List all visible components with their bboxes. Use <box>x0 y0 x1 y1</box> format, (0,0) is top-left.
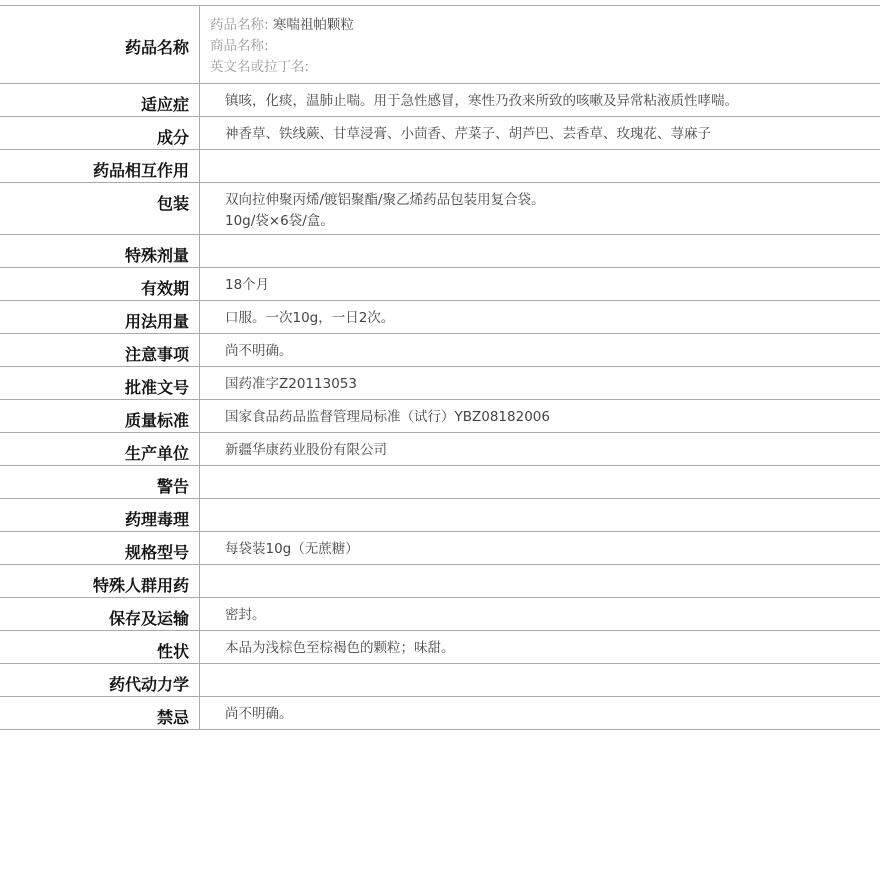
table-row <box>0 400 880 433</box>
table-row <box>0 301 880 334</box>
table-row <box>0 84 880 117</box>
row-value <box>200 664 880 696</box>
row-value: 新疆华康药业股份有限公司 <box>225 442 387 458</box>
generic-name-key: 药品名称: <box>210 17 269 33</box>
row-label: 生产单位 <box>0 433 200 465</box>
row-value <box>200 150 880 182</box>
table-row <box>0 532 880 565</box>
row-value: 尚不明确。 <box>225 706 293 722</box>
row-value: 18个月 <box>225 277 270 293</box>
latin-name-key: 英文名或拉丁名: <box>210 59 310 75</box>
row-label: 药代动力学 <box>0 664 200 696</box>
row-label: 特殊剂量 <box>0 235 200 267</box>
table-row <box>0 433 880 466</box>
row-value: 国家食品药品监督管理局标准（试行）YBZ08182006 <box>225 409 550 425</box>
table-row <box>0 631 880 664</box>
row-value <box>200 235 880 267</box>
row-label: 规格型号 <box>0 532 200 564</box>
table-row <box>0 367 880 400</box>
name-block <box>200 6 880 83</box>
row-label: 特殊人群用药 <box>0 565 200 597</box>
row-value: 密封。 <box>225 607 266 623</box>
table-row <box>0 334 880 367</box>
row-value <box>200 499 880 531</box>
row-value: 尚不明确。 <box>225 343 293 359</box>
row-value: 本品为浅棕色至棕褐色的颗粒；味甜。 <box>225 640 455 656</box>
row-value: 镇咳，化痰，温肺止喘。用于急性感冒，寒性乃孜来所致的咳嗽及异常粘液质性哮喘。 <box>225 93 738 109</box>
trade-name-key: 商品名称: <box>210 38 269 54</box>
row-label: 禁忌 <box>0 697 200 729</box>
latin-name-line <box>210 57 880 78</box>
table-row <box>0 150 880 183</box>
row-value: 国药准字Z20113053 <box>225 376 357 392</box>
row-value <box>200 183 880 234</box>
generic-name-line <box>210 15 880 36</box>
row-value: 口服。一次10g，一日2次。 <box>225 310 395 326</box>
table-row <box>0 6 880 84</box>
table-row <box>0 235 880 268</box>
row-label: 药品相互作用 <box>0 150 200 182</box>
table-row <box>0 183 880 235</box>
row-label: 质量标准 <box>0 400 200 432</box>
value-line: 双向拉伸聚丙烯/镀铝聚酯/聚乙烯药品包装用复合袋。 <box>225 192 545 208</box>
row-label: 注意事项 <box>0 334 200 366</box>
trade-name-line <box>210 36 880 57</box>
table-row <box>0 466 880 499</box>
generic-name-value: 寒喘祖帕颗粒 <box>272 17 354 33</box>
row-label: 保存及运输 <box>0 598 200 630</box>
row-value: 神香草、铁线蕨、甘草浸膏、小茴香、芹菜子、胡芦巴、芸香草、玫瑰花、荨麻子 <box>225 126 711 142</box>
table-row <box>0 565 880 598</box>
table-row <box>0 598 880 631</box>
row-label: 警告 <box>0 466 200 498</box>
row-label: 药理毒理 <box>0 499 200 531</box>
row-value <box>200 565 880 597</box>
row-label: 包装 <box>0 183 200 234</box>
row-label: 药品名称 <box>0 6 200 83</box>
row-label: 批准文号 <box>0 367 200 399</box>
row-label: 用法用量 <box>0 301 200 333</box>
row-label: 性状 <box>0 631 200 663</box>
table-row <box>0 268 880 301</box>
drug-info-table <box>0 5 880 730</box>
row-value: 每袋装10g（无蔗糖） <box>225 541 359 557</box>
value-line: 10g/袋×6袋/盒。 <box>225 213 334 229</box>
row-label: 适应症 <box>0 84 200 116</box>
row-value <box>200 466 880 498</box>
row-label: 有效期 <box>0 268 200 300</box>
table-row <box>0 664 880 697</box>
table-row <box>0 117 880 150</box>
row-label: 成分 <box>0 117 200 149</box>
table-row <box>0 697 880 730</box>
table-row <box>0 499 880 532</box>
